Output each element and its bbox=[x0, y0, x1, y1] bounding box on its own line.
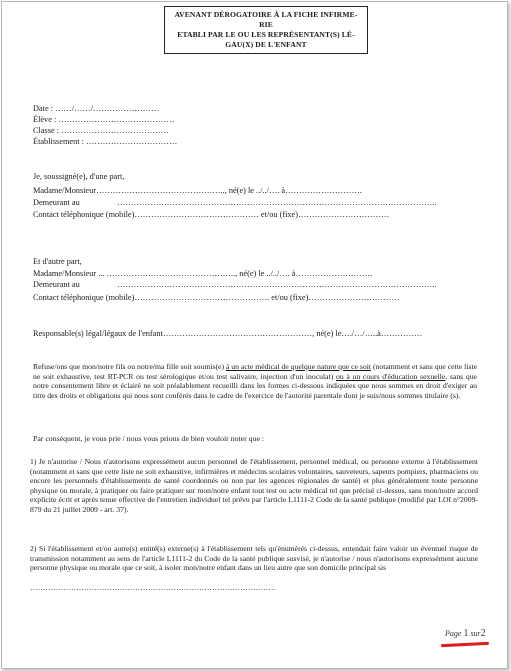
point-2-paragraph: 2) Si l'établissement et/ou autre(s) entité(s) externe(s) à l'établissement tels qu'énumérés ci-dessus, entendait faire valoir un éventuel risque de transmission notamment au sens de l'article L1111-2 du Code de la santé publique susvisé, je n'autorise / nous n'autorisons expressément aucune personne physique ou morale que ce soit, à isoler mon/notre enfant dans un lieu autre que son domicile principal sis bbox=[30, 544, 478, 573]
party1-name-line: Madame/Monsieur……………………………………….., né(e) le ../../…. à………………………. bbox=[33, 186, 362, 195]
point-2-dots: …………………………………………………………………………………… bbox=[30, 583, 276, 592]
party1-intro: Je, soussigné(e), d'une part, bbox=[33, 172, 125, 181]
date-field: Date : ……/……/…………………… bbox=[33, 104, 160, 113]
page-current: 1 bbox=[463, 628, 469, 639]
party2-name-line: Madame/Monsieur ... ……………………………………….., né(e) le ../../…. à………………………. bbox=[33, 269, 373, 278]
refus-underline-education: ou à un cours d'éducation sexuelle bbox=[335, 371, 446, 381]
responsable-line: Responsable(s) légal/légaux de l'enfant………………………………………………, né(e) le…./…/…..à…………… bbox=[33, 329, 423, 338]
title-line-2: RIE bbox=[259, 20, 273, 29]
classe-field: Classe : ………………………………… bbox=[33, 126, 169, 135]
party2-phone-line: Contact téléphonique (mobile)…………………………………………. et/ou (fixe)…………………………… bbox=[33, 293, 400, 302]
refus-end: , sans que notre consentement libre et éclairé ne soit préalablement recueilli dans les formes ci-dessous indiquées que nous sommes en droit d'exiger au titre des droits et obligations qui nous sont conférés dans le cadre de l'exercice de l'autorité parentale dont je suis/nous sommes titulaire (s). bbox=[33, 371, 477, 400]
refus-paragraph bbox=[33, 362, 477, 400]
eleve-field: Élève : …………………………………… bbox=[33, 115, 175, 124]
party1-phone-line: Contact téléphonique (mobile)……………………………………… et/ou (fixe)…………………………… bbox=[33, 210, 390, 219]
party2-intro: Et d'autre part, bbox=[33, 257, 82, 266]
document-title-box bbox=[164, 6, 368, 54]
page-prefix: Page bbox=[445, 629, 462, 638]
party2-demeurant-label: Demeurant au bbox=[33, 280, 80, 289]
party1-demeurant-label: Demeurant au bbox=[33, 198, 80, 207]
point-1-paragraph: 1) Je n'autorise / Nous n'autorisons expressément aucun personnel de l'établissement, personnel médical, ou personne externe à l'établissement (notamment et sans que cette liste ne soit exhaustive, infirmières et médecins scolaires volontaires, sauveteurs, sapeurs pompiers, pharmaciens ou encore les personnels d'établissements de santé coordonnés ou non par les agences régionales de santé) et plus généralement toute personne physique ou morale, à pratiquer ou faire pratiquer sur mon/notre enfant tout test ou acte médical tel que précisé ci-dessus, sans mon/notre accord explicite écrit et après tenue effective de l'entretien individuel tel prévu par l'article L1111-2 Code de la santé publique (modifié par LOI n°2009- 879 du 21 juillet 2009 - art. 37). bbox=[30, 457, 478, 514]
title-line-3: ETABLI PAR LE OU LES REPRÉSENTANT(S) LÉ- bbox=[177, 30, 355, 39]
page-number bbox=[445, 628, 486, 639]
party2-demeurant-dots: …………………………………………………………………………………………………….. bbox=[117, 280, 437, 289]
consequence-line: Par conséquent, je vous prie / nous vous prions de bien vouloir noter que : bbox=[33, 434, 265, 443]
refus-middle: (notamment et sans que cette liste ne soit exhaustive, test RT-PCR ou test sérologique et/ou test salivaire, injection d'un inoculat) bbox=[33, 362, 477, 381]
page-total: 2 bbox=[480, 628, 486, 639]
title-line-4: GAU(X) DE L'ENFANT bbox=[225, 40, 307, 49]
title-line-1: AVENANT DÉROGATOIRE À LA FICHE INFIRME- bbox=[174, 10, 358, 19]
etablissement-field: Établissement : …………………………… bbox=[33, 137, 178, 146]
page-sur: sur bbox=[470, 629, 481, 638]
party1-demeurant-dots: …………………………………………………………………………………………………….. bbox=[117, 198, 437, 207]
refus-start: Refuse/ons que mon/notre fils ou notre/ma fille soit soumis(e) bbox=[33, 362, 226, 371]
refus-underline-medical: à un acte médical de quelque nature que ce soit bbox=[225, 362, 372, 371]
